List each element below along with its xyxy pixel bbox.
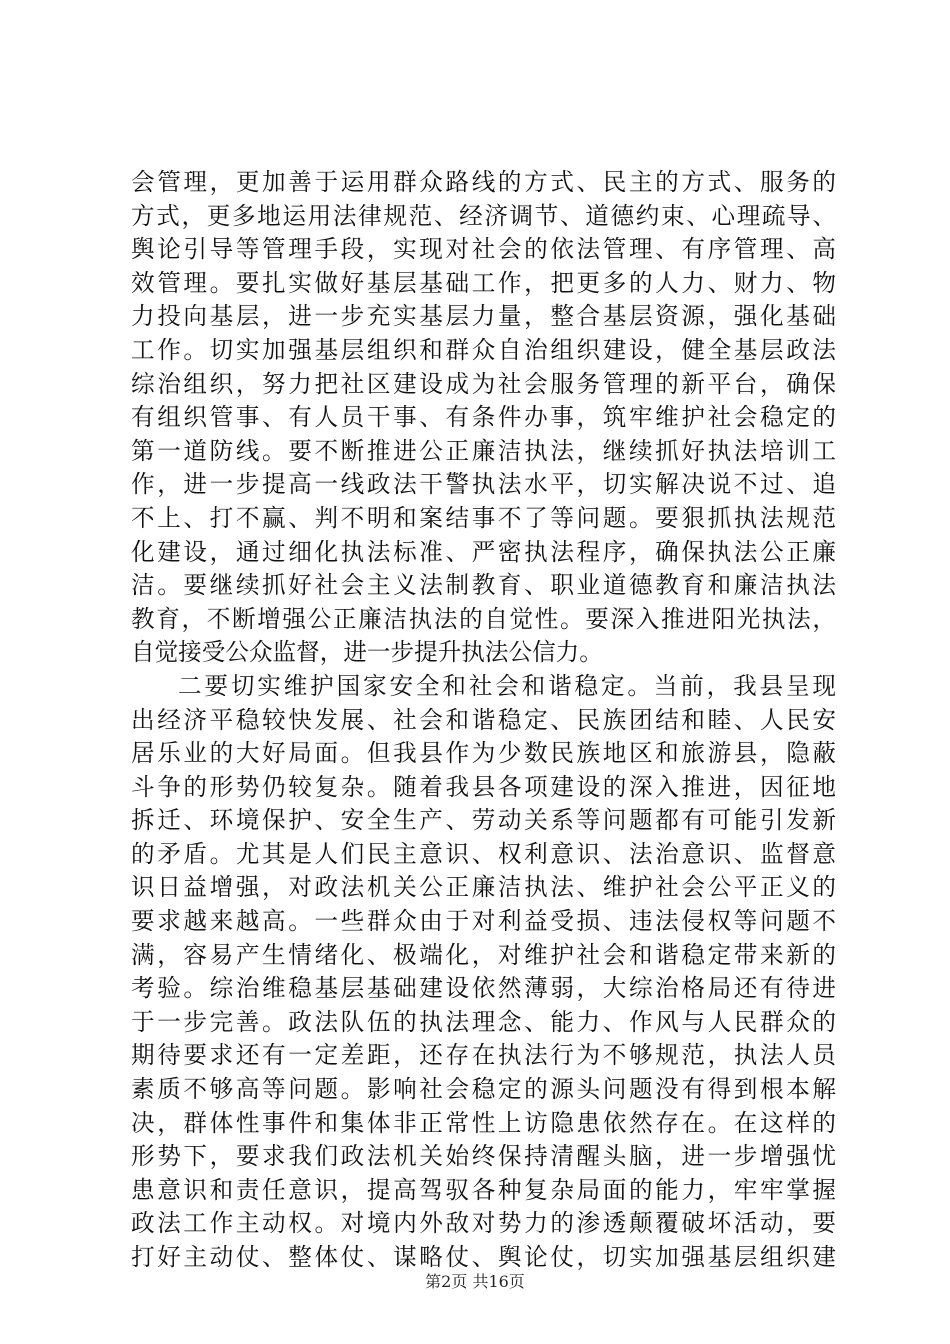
text-line: 的矛盾。尤其是人们民主意识、权利意识、法治意识、监督意 <box>131 839 836 868</box>
text-line: 方式，更多地运用法律规范、经济调节、道德约束、心理疏导、 <box>131 201 836 230</box>
text-line: 于一步完善。政法队伍的执法理念、能力、作风与人民群众的 <box>131 1007 836 1036</box>
text-line: 教育，不断增强公正廉洁执法的自觉性。要深入推进阳光执法， <box>131 604 836 633</box>
text-line: 拆迁、环境保护、安全生产、劳动关系等问题都有可能引发新 <box>131 806 836 835</box>
text-line: 期待要求还有一定差距，还存在执法行为不够规范，执法人员 <box>131 1041 836 1070</box>
text-line: 第一道防线。要不断推进公正廉洁执法，继续抓好执法培训工 <box>131 436 836 465</box>
text-line: 会管理，更加善于运用群众路线的方式、民主的方式、服务的 <box>131 168 836 196</box>
text-line: 不上、打不赢、判不明和案结事不了等问题。要狠抓执法规范 <box>131 503 836 532</box>
text-line: 决，群体性事件和集体非正常性上访隐患依然存在。在这样的 <box>131 1108 836 1137</box>
text-line: 形势下，要求我们政法机关始终保持清醒头脑，进一步增强忧 <box>131 1142 836 1171</box>
text-line: 化建设，通过细化执法标准、严密执法程序，确保执法公正廉 <box>131 537 836 566</box>
text-line: 力投向基层，进一步充实基层力量，整合基层资源，强化基础 <box>131 302 836 331</box>
text-line: 综治组织，努力把社区建设成为社会服务管理的新平台，确保 <box>131 369 836 398</box>
text-line: 洁。要继续抓好社会主义法制教育、职业道德教育和廉洁执法 <box>131 571 836 600</box>
text-line: 素质不够高等问题。影响社会稳定的源头问题没有得到根本解 <box>131 1075 836 1104</box>
text-line: 政法工作主动权。对境内外敌对势力的渗透颠覆破坏活动，要 <box>131 1209 836 1238</box>
text-line: 出经济平稳较快发展、社会和谐稳定、民族团结和睦、人民安 <box>131 705 836 734</box>
text-line: 有组织管事、有人员干事、有条件办事，筑牢维护社会稳定的 <box>131 403 836 432</box>
document-body <box>131 166 836 1275</box>
text-line: 斗争的形势仍较复杂。随着我县各项建设的深入推进，因征地 <box>131 772 836 801</box>
text-line: 居乐业的大好局面。但我县作为少数民族地区和旅游县，隐蔽 <box>131 739 836 768</box>
paragraph-start-line: 二要切实维护国家安全和社会和谐稳定。当前，我县呈现 <box>178 671 836 700</box>
text-line: 识日益增强，对政法机关公正廉洁执法、维护社会公平正义的 <box>131 873 836 902</box>
text-line: 满，容易产生情绪化、极端化，对维护社会和谐稳定带来新的 <box>131 940 836 969</box>
text-line: 作，进一步提高一线政法干警执法水平，切实解决说不过、追 <box>131 470 836 499</box>
paragraph-end-line: 自觉接受公众监督，进一步提升执法公信力。 <box>131 638 603 667</box>
text-line: 要求越来越高。一些群众由于对利益受损、违法侵权等问题不 <box>131 907 836 936</box>
text-line: 工作。切实加强基层组织和群众自治组织建设，健全基层政法 <box>131 335 836 364</box>
text-line: 患意识和责任意识，提高驾驭各种复杂局面的能力，牢牢掌握 <box>131 1175 836 1204</box>
text-line: 舆论引导等管理手段，实现对社会的依法管理、有序管理、高 <box>131 235 836 264</box>
text-line: 效管理。要扎实做好基层基础工作，把更多的人力、财力、物 <box>131 268 836 297</box>
page-number-footer: 第2页 共16页 <box>425 1272 525 1291</box>
text-line: 考验。综治维稳基层基础建设依然薄弱，大综治格局还有待进 <box>131 974 836 1003</box>
text-line: 打好主动仗、整体仗、谋略仗、舆论仗，切实加强基层组织建 <box>131 1243 836 1271</box>
